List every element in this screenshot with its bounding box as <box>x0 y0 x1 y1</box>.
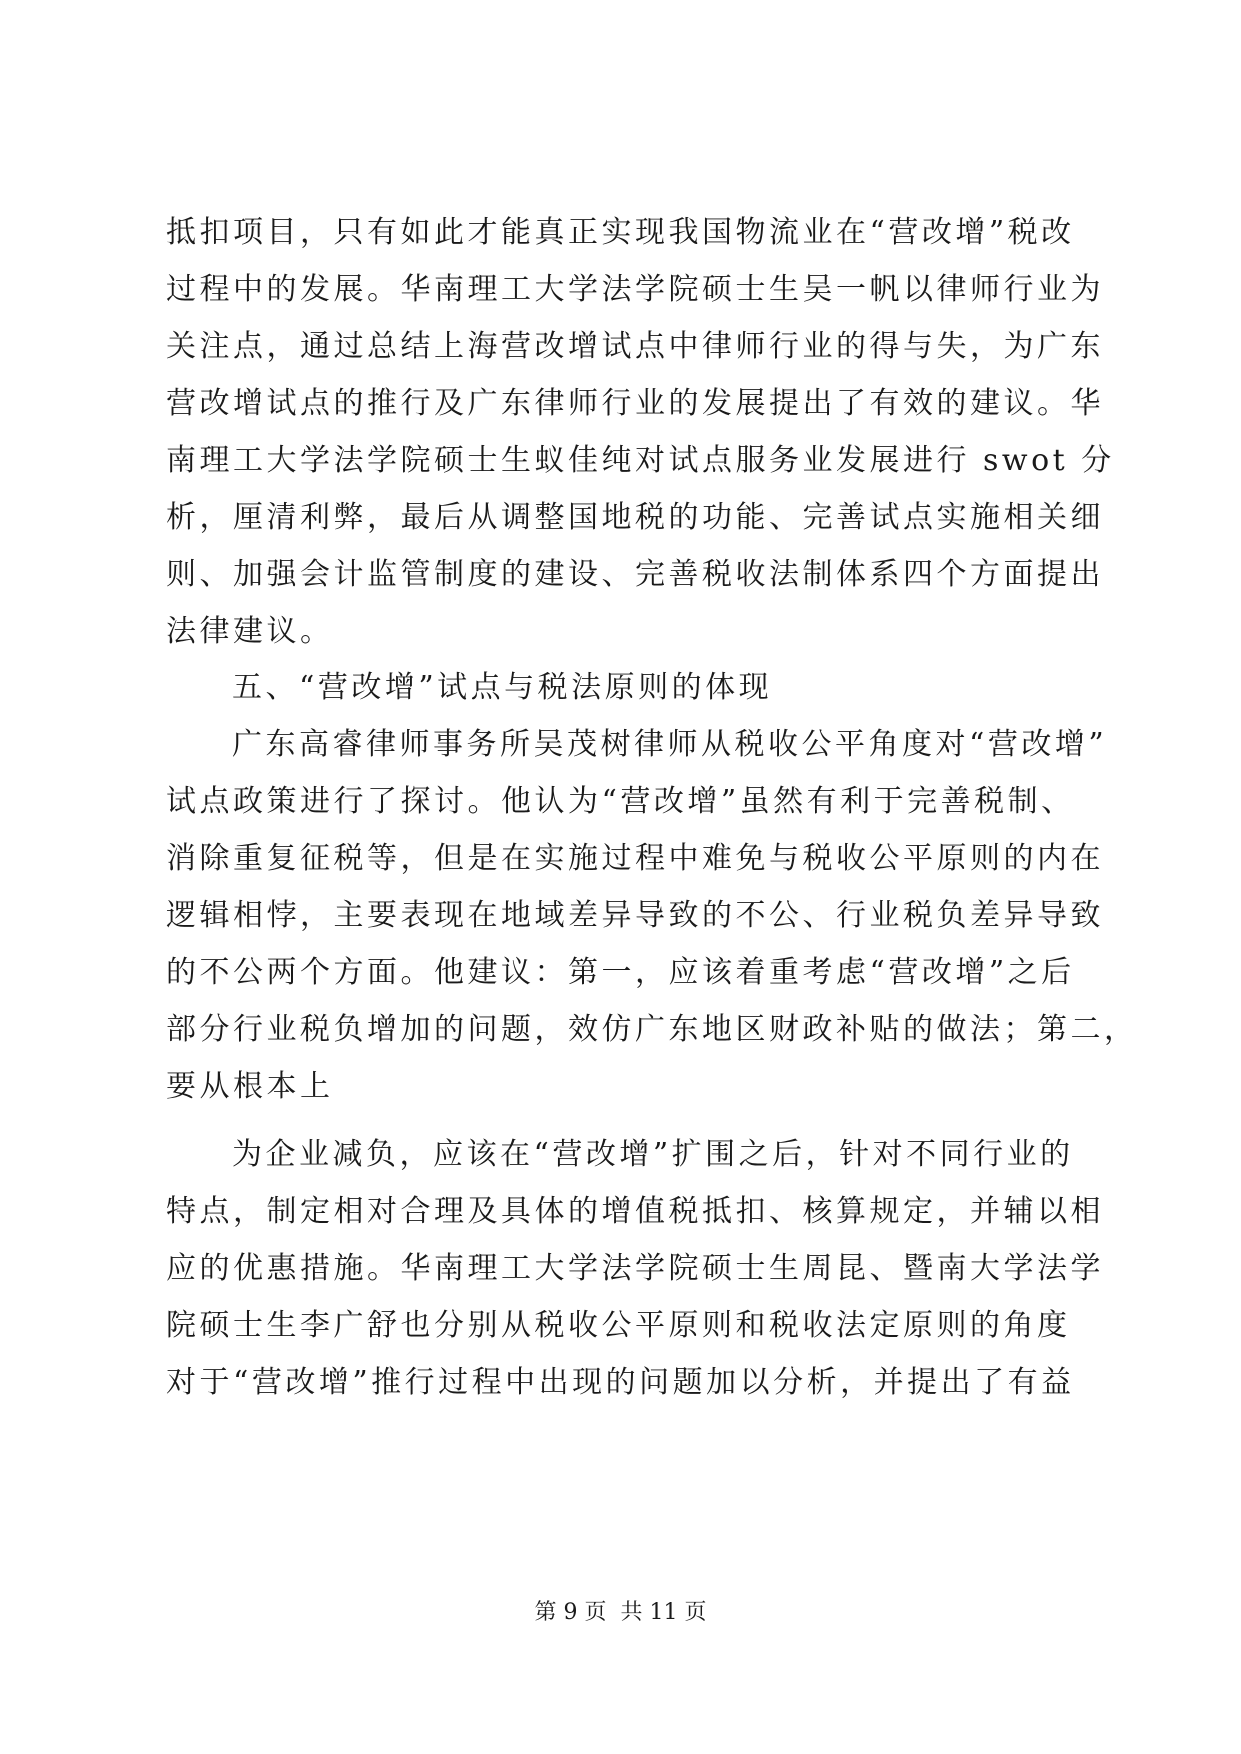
text-line: 为企业减负，应该在“营改增”扩围之后，针对不同行业的 <box>232 1137 1074 1172</box>
text-line: 析，厘清利弊，最后从调整国地税的功能、完善试点实施相关细 <box>166 500 1104 535</box>
text-line: 特点，制定相对合理及具体的增值税抵扣、核算规定，并辅以相 <box>166 1194 1104 1229</box>
text-line: 应的优惠措施。华南理工大学法学院硕士生周昆、暨南大学法学 <box>166 1251 1104 1286</box>
text-line: 过程中的发展。华南理工大学法学院硕士生吴一帆以律师行业为 <box>166 272 1104 307</box>
text-line: 营改增试点的推行及广东律师行业的发展提出了有效的建议。华 <box>166 386 1104 421</box>
text-line: 的不公两个方面。他建议：第一，应该着重考虑“营改增”之后 <box>166 955 1075 990</box>
text-line: 试点政策进行了探讨。他认为“营改增”虽然有利于完善税制、 <box>166 784 1075 819</box>
text-line: 要从根本上 <box>166 1069 334 1104</box>
text-line: 法律建议。 <box>166 614 334 649</box>
text-line: 则、加强会计监管制度的建设、完善税收法制体系四个方面提出 <box>166 557 1104 592</box>
text-line: 抵扣项目，只有如此才能真正实现我国物流业在“营改增”税改 <box>166 215 1075 250</box>
page-footer: 第 9 页 共 11 页 <box>534 1600 707 1625</box>
text-line: 院硕士生李广舒也分别从税收公平原则和税收法定原则的角度 <box>166 1308 1071 1343</box>
text-line: 关注点，通过总结上海营改增试点中律师行业的得与失，为广东 <box>166 329 1104 364</box>
text-line: 对于“营改增”推行过程中出现的问题加以分析，并提出了有益 <box>166 1365 1075 1400</box>
section-heading: 五、“营改增”试点与税法原则的体现 <box>232 670 773 705</box>
text-line: 南理工大学法学院硕士生蚁佳纯对试点服务业发展进行 swot 分 <box>166 443 1115 478</box>
text-line: 广东高睿律师事务所吴茂树律师从税收公平角度对“营改增” <box>232 727 1108 762</box>
text-line: 消除重复征税等，但是在实施过程中难免与税收公平原则的内在 <box>166 841 1104 876</box>
text-line: 部分行业税负增加的问题，效仿广东地区财政补贴的做法；第二， <box>166 1012 1138 1047</box>
text-line: 逻辑相悖，主要表现在地域差异导致的不公、行业税负差异导致 <box>166 898 1104 933</box>
